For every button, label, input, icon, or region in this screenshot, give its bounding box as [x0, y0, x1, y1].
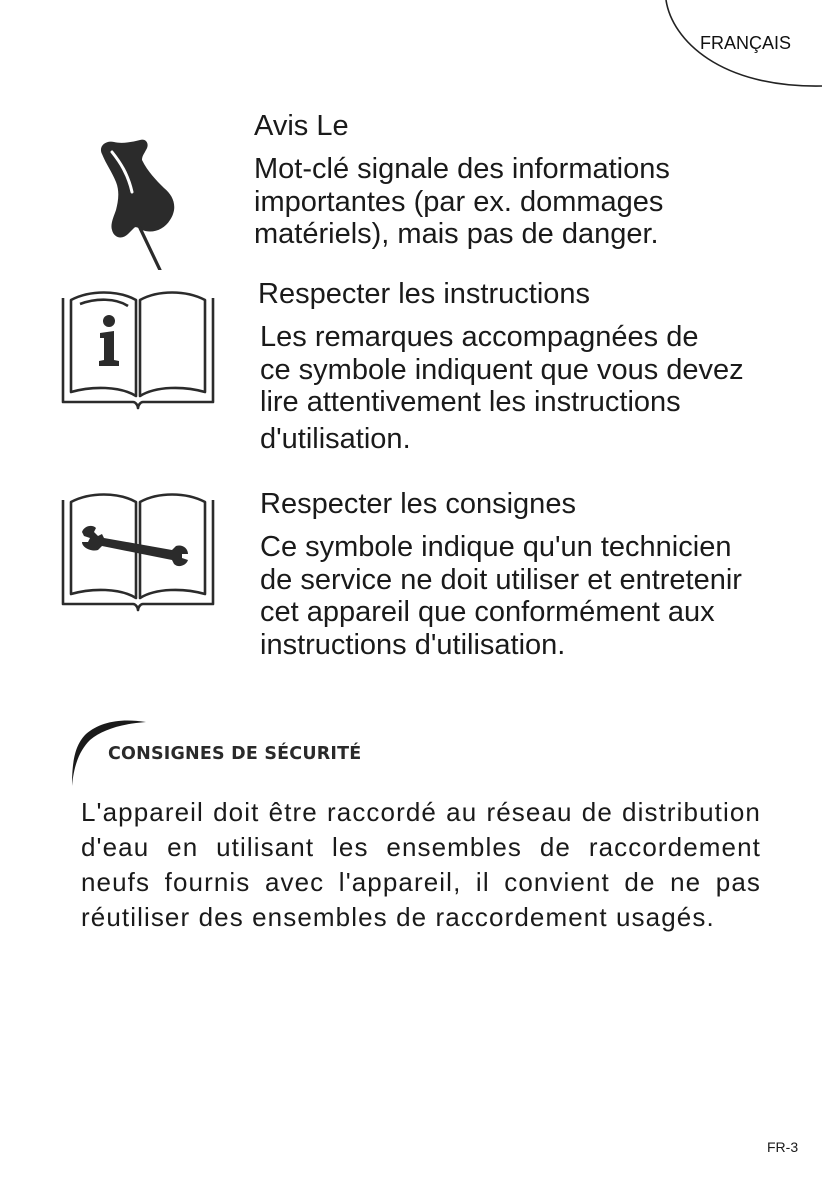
consignes-line: cet appareil que conformément aux: [260, 596, 715, 628]
wrench-book-icon: [60, 490, 216, 612]
safety-title: CONSIGNES DE SÉCURITÉ: [108, 744, 362, 764]
notice-body: [254, 153, 670, 251]
notice-line: importantes (par ex. dommages: [254, 185, 664, 218]
consignes-line: instructions d'utilisation.: [260, 628, 566, 661]
instructions-line: d'utilisation.: [260, 422, 411, 455]
notice-heading: Avis Le: [254, 110, 349, 142]
instructions-line: lire attentivement les instructions: [260, 386, 681, 418]
safety-paragraph: L'appareil doit être raccordé au réseau de distribution d'eau en utilisant les ensembles de raccordement neufs fournis avec l'appareil, il convient de ne pas réutiliser des ensembles de raccordement usagés.: [81, 797, 761, 932]
pushpin-icon: [98, 138, 180, 270]
language-label: FRANÇAIS: [700, 33, 792, 53]
instructions-heading: Respecter les instructions: [258, 278, 591, 310]
consignes-line: de service ne doit utiliser et entretenir: [260, 563, 742, 596]
consignes-body: [260, 531, 742, 661]
notice-line: matériels), mais pas de danger.: [254, 218, 659, 250]
instructions-line: ce symbole indiquent que vous devez: [260, 353, 744, 386]
instructions-body: [260, 321, 744, 455]
notice-line: Mot-clé signale des informations: [254, 153, 670, 185]
info-book-icon: [60, 288, 216, 410]
consignes-line: Ce symbole indique qu'un technicien: [260, 531, 732, 563]
page-number: FR-3: [767, 1139, 799, 1155]
consignes-heading: Respecter les consignes: [260, 488, 576, 520]
instructions-line: Les remarques accompagnées de: [260, 321, 699, 353]
